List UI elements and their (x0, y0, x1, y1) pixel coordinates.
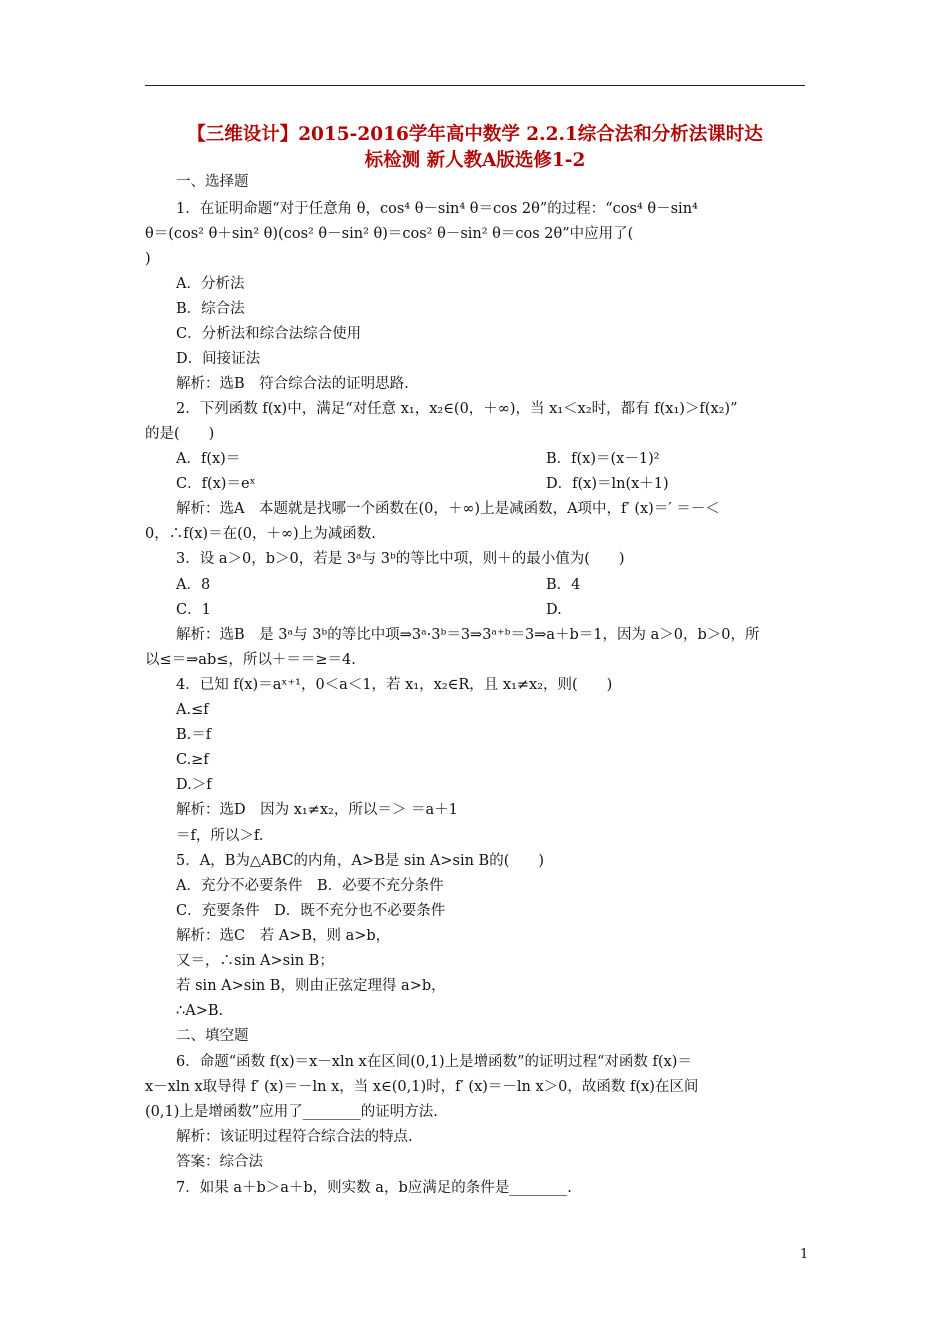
q2-option-a: A．f(x)＝ (176, 451, 241, 467)
q5-options-ab: A．充分不必要条件 B．必要不充分条件 (176, 878, 444, 894)
q5-solution: 解析：选C 若 A>B，则 a>b， (176, 928, 391, 944)
question-2-text: 2．下列函数 f(x)中，满足“对任意 x₁，x₂∈(0，＋∞)，当 x₁＜x₂时，都有 f(x₁)＞f(x₂)” (176, 401, 738, 417)
question-6-text-cont: x－xln x取导得 f′ (x)＝－ln x，当 x∈(0,1)时，f′ (x)＝－ln x＞0，故函数 f(x)在区间 (145, 1079, 699, 1095)
section-heading-choice: 一、选择题 (176, 174, 249, 190)
q1-option-d: D．间接证法 (176, 351, 261, 367)
q2-option-b: B．f(x)＝(x－1)² (546, 451, 660, 467)
q1-solution: 解析：选B 符合综合法的证明思路. (176, 376, 409, 392)
question-7-text: 7．如果 a＋b＞a＋b，则实数 a，b应满足的条件是________. (176, 1180, 572, 1196)
q6-answer: 答案：综合法 (176, 1154, 263, 1170)
q2-option-c: C．f(x)＝eˣ (176, 476, 256, 492)
question-1-text-end: ) (145, 251, 151, 267)
q3-option-d: D. (546, 602, 562, 618)
q5-options-cd: C．充要条件 D．既不充分也不必要条件 (176, 903, 446, 919)
document-title (145, 122, 805, 174)
q3-option-c: C．1 (176, 602, 211, 618)
q3-option-a: A．8 (176, 577, 211, 593)
question-2-text-cont: 的是( ) (145, 426, 215, 442)
q3-solution-cont: 以≤＝⇒ab≤，所以＋＝＝≥＝4. (145, 652, 356, 668)
header-rule (145, 85, 805, 86)
q2-solution: 解析：选A 本题就是找哪一个函数在(0，＋∞)上是减函数，A项中，f′ (x)＝′ ＝－＜ (176, 501, 720, 517)
q6-solution: 解析：该证明过程符合综合法的特点. (176, 1129, 413, 1145)
q5-solution-3: 若 sin A>sin B，则由正弦定理得 a>b， (176, 978, 446, 994)
section-heading-fill: 二、填空题 (176, 1028, 249, 1044)
title-line-1: 【三维设计】2015-2016学年高中数学 2.2.1综合法和分析法课时达 (187, 124, 763, 145)
question-1-text-cont: θ＝(cos² θ＋sin² θ)(cos² θ－sin² θ)＝cos² θ－sin² θ＝cos 2θ”中应用了( (145, 226, 634, 242)
q1-option-b: B．综合法 (176, 301, 245, 317)
question-6-text: 6．命题“函数 f(x)＝x－xln x在区间(0,1)上是增函数”的证明过程“对函数 f(x)＝ (176, 1054, 692, 1070)
q2-solution-cont: 0，∴f(x)＝在(0，＋∞)上为减函数. (145, 526, 376, 542)
q3-option-b: B．4 (546, 577, 581, 593)
q5-solution-2: 又＝，∴sin A>sin B； (176, 953, 334, 969)
title-line-2: 标检测 新人教A版选修1-2 (364, 150, 586, 171)
q4-option-c: C.≥f (176, 752, 209, 768)
question-1-text: 1．在证明命题“对于任意角 θ，cos⁴ θ－sin⁴ θ＝cos 2θ”的过程：“cos⁴ θ－sin⁴ (176, 201, 698, 217)
q4-solution: 解析：选D 因为 x₁≠x₂，所以＝＞ ＝a＋1 (176, 802, 458, 818)
q5-solution-4: ∴A>B. (176, 1003, 224, 1019)
q1-option-a: A．分析法 (176, 276, 245, 292)
page-number: 1 (800, 1247, 809, 1262)
q4-solution-cont: ＝f，所以＞f. (176, 828, 264, 844)
question-5-text: 5．A，B为△ABC的内角，A>B是 sin A>sin B的( ) (176, 853, 545, 869)
q4-option-a: A.≤f (176, 702, 209, 718)
question-4-text: 4．已知 f(x)＝aˣ⁺¹，0＜a＜1，若 x₁，x₂∈R，且 x₁≠x₂，则( ) (176, 677, 613, 693)
question-3-text: 3．设 a＞0，b＞0，若是 3ᵃ与 3ᵇ的等比中项，则＋的最小值为( ) (176, 551, 625, 567)
q4-option-b: B.＝f (176, 727, 212, 743)
question-6-text-end: (0,1)上是增函数”应用了________的证明方法. (145, 1104, 438, 1120)
q1-option-c: C．分析法和综合法综合使用 (176, 326, 362, 342)
q3-solution: 解析：选B 是 3ᵃ与 3ᵇ的等比中项⇒3ᵃ·3ᵇ＝3⇒3ᵃ⁺ᵇ＝3⇒a＋b＝1，因为 a＞0，b＞0，所 (176, 627, 760, 643)
q4-option-d: D.＞f (176, 777, 212, 793)
q2-option-d: D．f(x)＝ln(x＋1) (546, 476, 669, 492)
